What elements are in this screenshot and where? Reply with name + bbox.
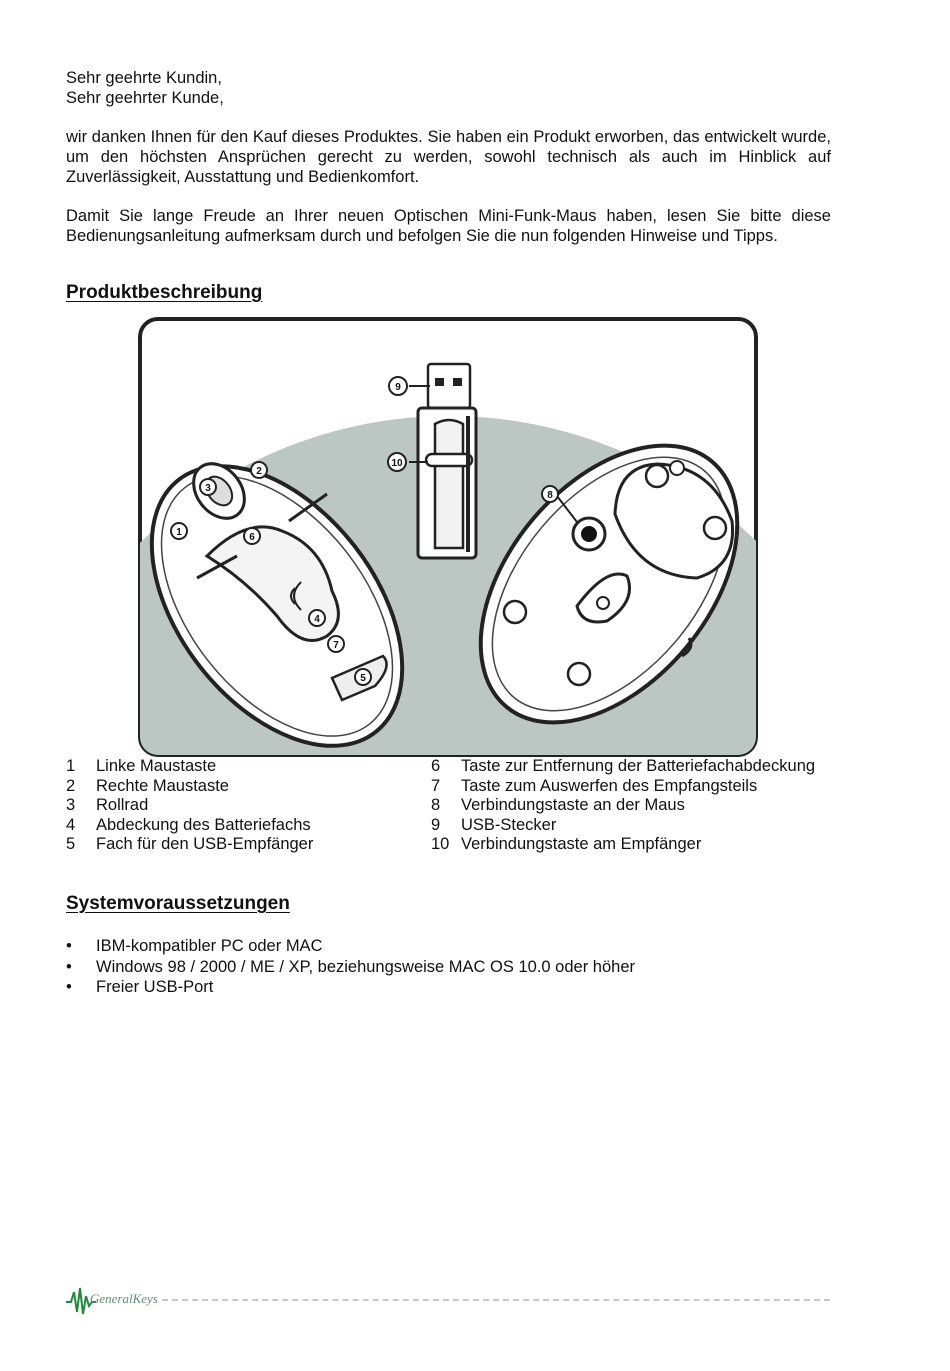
footer xyxy=(66,1284,830,1318)
callout-8: 8 xyxy=(547,490,553,501)
callout-9: 9 xyxy=(395,382,401,393)
legend-right xyxy=(431,757,831,855)
legend-number: 5 xyxy=(66,835,76,854)
greeting-line-1: Sehr geehrte Kundin, xyxy=(66,69,222,87)
greeting-line-2: Sehr geehrter Kunde, xyxy=(66,89,224,107)
callout-5: 5 xyxy=(360,673,366,684)
callout-4: 4 xyxy=(314,614,320,625)
legend-number: 10 xyxy=(431,835,450,854)
legend-text: Verbindungstaste an der Maus xyxy=(461,796,685,815)
list-item: • Freier USB-Port xyxy=(66,977,635,998)
legend-number: 3 xyxy=(66,796,76,815)
requirements-list xyxy=(66,936,635,998)
legend-item xyxy=(66,757,466,777)
mouse-diagram xyxy=(137,316,761,758)
legend-item xyxy=(66,777,466,797)
legend-text: Rollrad xyxy=(96,796,149,815)
legend-number: 7 xyxy=(431,776,441,795)
product-description-heading: Produktbeschreibung xyxy=(66,282,263,303)
legend-text: USB-Stecker xyxy=(461,815,557,834)
legend-left xyxy=(66,757,466,855)
legend-item xyxy=(431,777,831,797)
callout-3: 3 xyxy=(205,483,211,494)
legend-text: Taste zur Entfernung der Batteriefachabdeckung xyxy=(461,757,816,775)
callout-10: 10 xyxy=(391,458,403,469)
legend-item xyxy=(66,835,466,855)
legend-number: 4 xyxy=(66,815,76,834)
legend-item xyxy=(431,835,831,855)
callout-7: 7 xyxy=(333,640,339,651)
product-illustration xyxy=(137,316,761,758)
legend-number: 6 xyxy=(431,757,441,775)
intro-paragraph-2: Damit Sie lange Freude an Ihrer neuen Optischen Mini-Funk-Maus haben, lesen Sie bitte diese Bedienungsanleitung aufmerksam durch und befolgen Sie die nun folgenden Hinweise und Tipps. xyxy=(66,207,831,245)
legend-text: Taste zum Auswerfen des Empfangsteils xyxy=(461,776,758,795)
legend-text: Linke Maustaste xyxy=(96,757,217,775)
legend-item xyxy=(431,757,831,777)
legend-text: Verbindungstaste am Empfänger xyxy=(461,835,702,854)
callout-6: 6 xyxy=(249,532,255,543)
legend-item xyxy=(431,796,831,816)
intro-paragraph-1: wir danken Ihnen für den Kauf dieses Produktes. Sie haben ein Produkt erworben, das entwickelt wurde, um den höchsten Ansprüchen gerecht zu werden, sowohl technisch als auch im Hinblick auf Zuverlässigkeit, Ausstattung und Bedienkomfort. xyxy=(66,128,831,186)
legend-number: 2 xyxy=(66,776,76,795)
list-item: • Windows 98 / 2000 / ME / XP, beziehungsweise MAC OS 10.0 oder höher xyxy=(66,957,635,978)
legend-number: 8 xyxy=(431,796,441,815)
legend-item xyxy=(66,796,466,816)
list-item: • IBM-kompatibler PC oder MAC xyxy=(66,936,635,957)
legend-number: 1 xyxy=(66,757,76,775)
legend-item xyxy=(66,816,466,836)
legend-item xyxy=(431,816,831,836)
logo-text: GeneralKeys xyxy=(90,1291,158,1306)
system-requirements-heading: Systemvoraussetzungen xyxy=(66,893,290,914)
legend-text: Abdeckung des Batteriefachs xyxy=(96,815,311,834)
legend-number: 9 xyxy=(431,815,441,834)
callout-2: 2 xyxy=(256,466,262,477)
callout-1: 1 xyxy=(176,527,182,538)
legend-text: Rechte Maustaste xyxy=(96,776,229,795)
legend-text: Fach für den USB-Empfänger xyxy=(96,835,314,854)
footer-divider xyxy=(162,1299,830,1301)
